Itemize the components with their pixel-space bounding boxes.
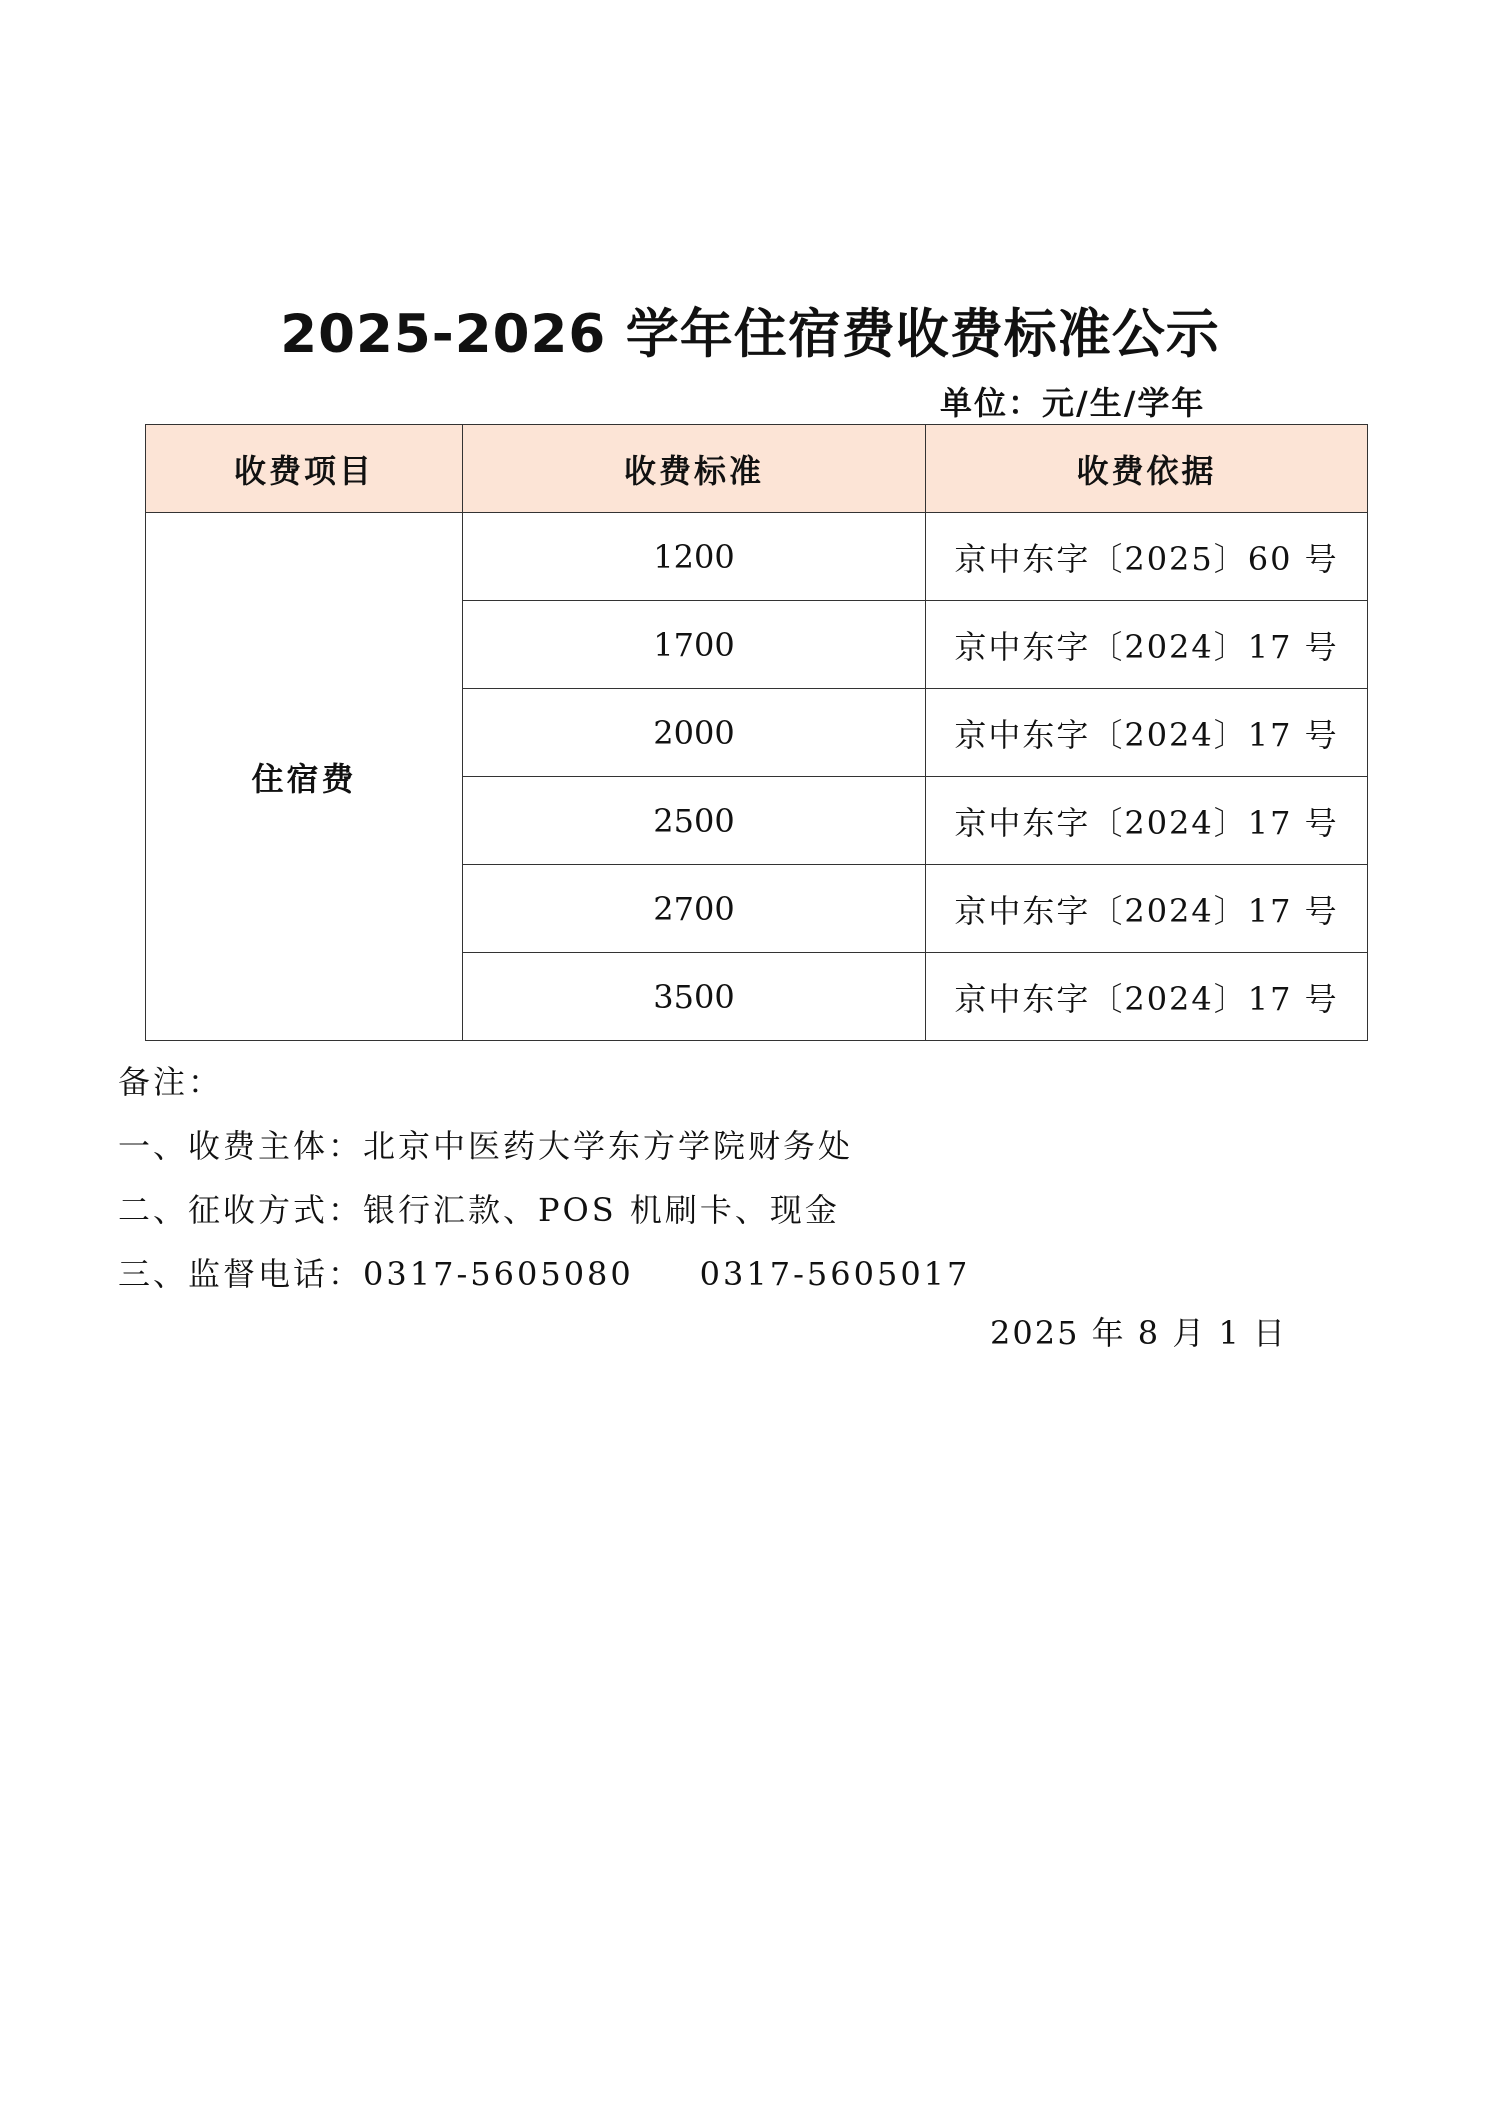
- fee-item-cell: 住宿费: [146, 513, 463, 1041]
- fee-basis-cell: 京中东字〔2024〕17 号: [926, 777, 1368, 865]
- fee-table: [145, 424, 1368, 1041]
- fee-standard-cell: 1200: [463, 513, 926, 601]
- fee-standard-cell: 3500: [463, 953, 926, 1041]
- fee-standard-cell: 2000: [463, 689, 926, 777]
- issue-date: 2025 年 8 月 1 日: [990, 1314, 1288, 1352]
- fee-standard-cell: 1700: [463, 601, 926, 689]
- fee-basis-cell: 京中东字〔2024〕17 号: [926, 865, 1368, 953]
- table-row: [146, 513, 1368, 601]
- header-fee-standard: 收费标准: [463, 425, 926, 513]
- table-header-row: [146, 425, 1368, 513]
- page-title: 2025-2026 学年住宿费收费标准公示: [280, 304, 1220, 365]
- note-line-supervision-phone: 三、监督电话：0317-5605080 0317-5605017: [118, 1255, 971, 1293]
- header-fee-basis: 收费依据: [926, 425, 1368, 513]
- unit-label: 单位：元/生/学年: [940, 384, 1206, 422]
- fee-standard-cell: 2500: [463, 777, 926, 865]
- fee-standard-cell: 2700: [463, 865, 926, 953]
- note-line-fee-subject: 一、收费主体：北京中医药大学东方学院财务处: [118, 1127, 854, 1165]
- notes-heading: 备注：: [118, 1063, 224, 1101]
- note-line-payment-method: 二、征收方式：银行汇款、POS 机刷卡、现金: [118, 1191, 840, 1229]
- notes-section: [118, 1060, 970, 1316]
- fee-basis-cell: 京中东字〔2024〕17 号: [926, 953, 1368, 1041]
- header-fee-item: 收费项目: [146, 425, 463, 513]
- fee-basis-cell: 京中东字〔2025〕60 号: [926, 513, 1368, 601]
- fee-basis-cell: 京中东字〔2024〕17 号: [926, 601, 1368, 689]
- fee-basis-cell: 京中东字〔2024〕17 号: [926, 689, 1368, 777]
